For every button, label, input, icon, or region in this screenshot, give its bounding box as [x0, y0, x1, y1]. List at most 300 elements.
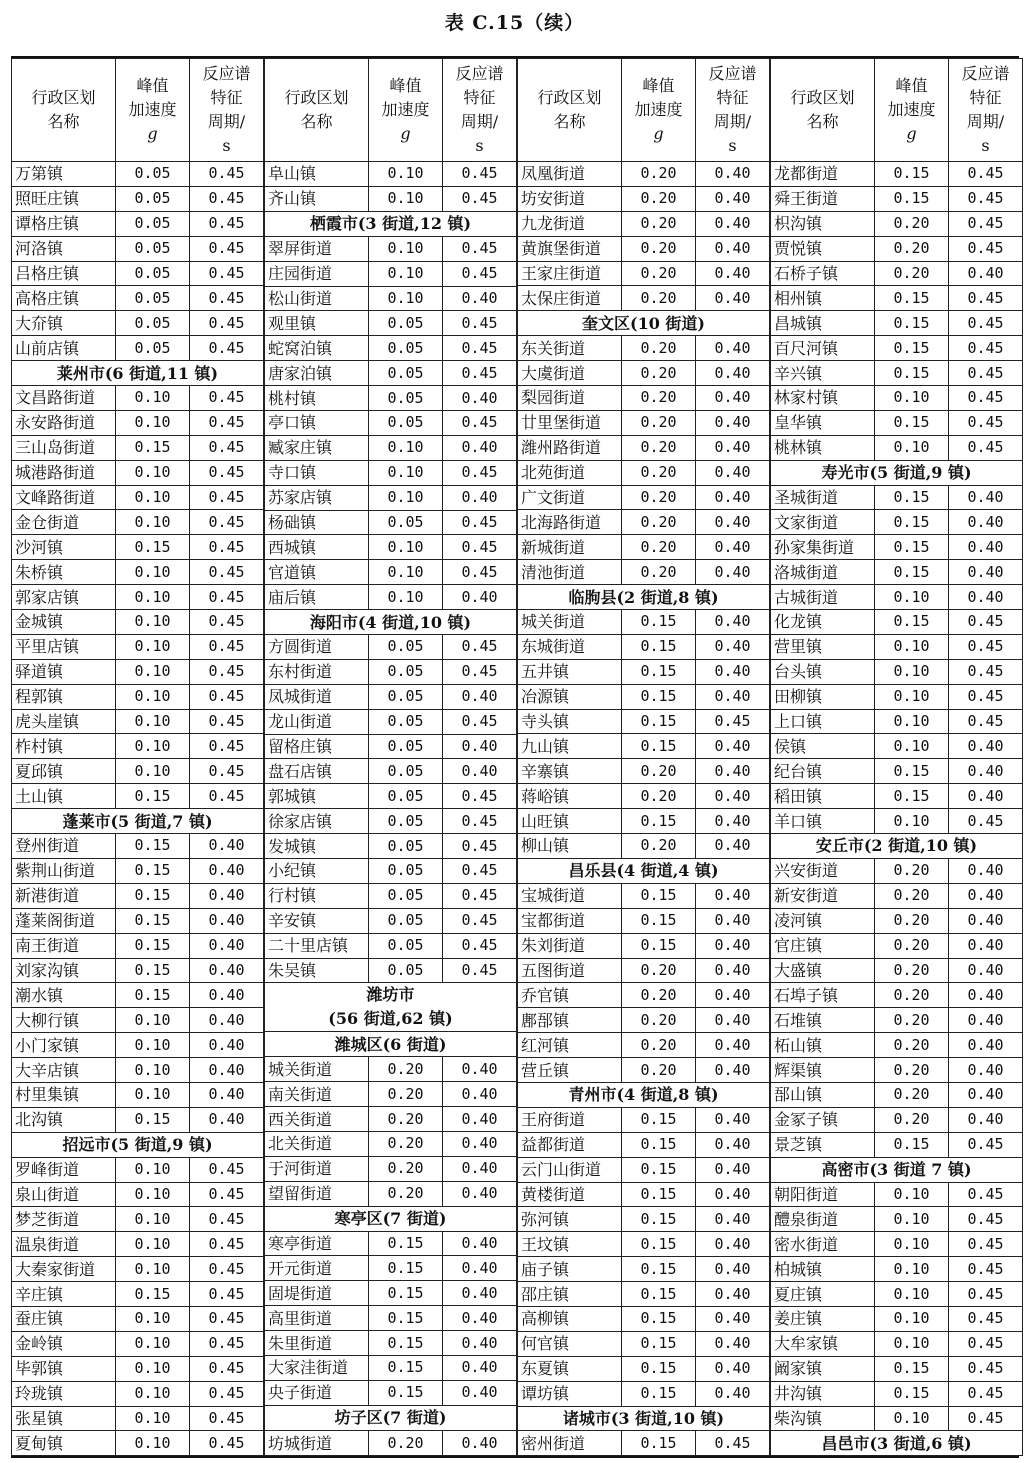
table-row — [518, 1257, 770, 1282]
table-row — [771, 634, 1023, 659]
period-value: 0.40 — [696, 1257, 770, 1282]
region-name: 北沟镇 — [12, 1107, 116, 1132]
pga-value: 0.10 — [116, 1182, 190, 1207]
pga-value: 0.10 — [369, 261, 443, 286]
table-row — [771, 435, 1023, 460]
pga-value: 0.05 — [369, 883, 443, 908]
region-name: 九山镇 — [518, 734, 622, 759]
region-name: 方圆街道 — [265, 634, 369, 659]
period-value: 0.40 — [443, 286, 517, 311]
table-row — [265, 410, 517, 435]
region-name: 营里镇 — [771, 634, 875, 659]
period-value: 0.45 — [443, 933, 517, 958]
pga-value: 0.15 — [116, 834, 190, 859]
region-header-row — [12, 361, 264, 386]
region-name: 辛安镇 — [265, 908, 369, 933]
period-value: 0.40 — [696, 435, 770, 460]
period-value: 0.40 — [190, 1082, 264, 1107]
table-row — [518, 460, 770, 485]
pga-value: 0.15 — [116, 1107, 190, 1132]
region-name: 桃林镇 — [771, 435, 875, 460]
region-name: 营丘镇 — [518, 1058, 622, 1083]
table-row — [265, 1156, 517, 1181]
header-row — [771, 59, 1023, 162]
table-row — [265, 1356, 517, 1381]
table-row — [12, 784, 264, 809]
table-column-block — [11, 58, 264, 1456]
pga-value: 0.10 — [116, 1232, 190, 1257]
pga-value: 0.15 — [622, 684, 696, 709]
period-value: 0.40 — [696, 610, 770, 635]
table-row — [12, 659, 264, 684]
region-name: 紫荆山街道 — [12, 858, 116, 883]
region-name: 松山街道 — [265, 286, 369, 311]
pga-value: 0.10 — [369, 535, 443, 560]
pga-value: 0.10 — [116, 1381, 190, 1406]
table-row — [265, 1082, 517, 1107]
table-row — [771, 1257, 1023, 1282]
region-group-header: 栖霞市(3 街道,12 镇) — [265, 211, 517, 236]
period-value: 0.40 — [696, 659, 770, 684]
region-name: 城港路街道 — [12, 460, 116, 485]
period-value: 0.45 — [443, 709, 517, 734]
pga-value: 0.15 — [622, 1356, 696, 1381]
region-name: 大牟家镇 — [771, 1331, 875, 1356]
period-value: 0.40 — [696, 186, 770, 211]
header-period: 反应谱 特征 周期/ s — [696, 59, 770, 162]
pga-value: 0.15 — [116, 858, 190, 883]
pga-value: 0.10 — [116, 610, 190, 635]
pga-value: 0.20 — [622, 958, 696, 983]
region-name: 潮水镇 — [12, 983, 116, 1008]
table-row — [12, 510, 264, 535]
pga-value: 0.10 — [369, 186, 443, 211]
table-row — [265, 485, 517, 510]
period-value: 0.45 — [949, 236, 1023, 261]
table-row — [771, 1232, 1023, 1257]
period-value: 0.40 — [696, 535, 770, 560]
pga-value: 0.20 — [622, 759, 696, 784]
region-name: 蒋峪镇 — [518, 784, 622, 809]
table-row — [265, 1306, 517, 1331]
region-group-header: 招远市(5 街道,9 镇) — [12, 1132, 264, 1157]
header-row — [12, 59, 264, 162]
table-row — [771, 908, 1023, 933]
pga-value: 0.10 — [875, 1182, 949, 1207]
table-row — [265, 784, 517, 809]
region-name: 蓬莱阁街道 — [12, 908, 116, 933]
table-row — [518, 1008, 770, 1033]
pga-value: 0.05 — [369, 361, 443, 386]
table-row — [265, 634, 517, 659]
pga-value: 0.05 — [369, 336, 443, 361]
period-value: 0.40 — [949, 560, 1023, 585]
region-header-row — [265, 610, 517, 635]
pga-value: 0.20 — [875, 261, 949, 286]
pga-value: 0.10 — [875, 386, 949, 411]
pga-value: 0.10 — [116, 510, 190, 535]
table-row — [771, 1033, 1023, 1058]
table-row — [265, 460, 517, 485]
period-value: 0.40 — [949, 933, 1023, 958]
period-value: 0.45 — [949, 1207, 1023, 1232]
table-row — [518, 809, 770, 834]
region-name: 贾悦镇 — [771, 236, 875, 261]
period-value: 0.40 — [190, 1008, 264, 1033]
region-name: 弥河镇 — [518, 1207, 622, 1232]
pga-value: 0.15 — [875, 410, 949, 435]
pga-value: 0.10 — [116, 1331, 190, 1356]
region-name: 桃村镇 — [265, 386, 369, 411]
table-row — [265, 659, 517, 684]
pga-value: 0.10 — [116, 1431, 190, 1456]
pga-value: 0.15 — [116, 983, 190, 1008]
pga-value: 0.15 — [875, 1356, 949, 1381]
table-row — [771, 510, 1023, 535]
period-value: 0.45 — [949, 386, 1023, 411]
period-value: 0.40 — [190, 983, 264, 1008]
period-value: 0.45 — [190, 610, 264, 635]
period-value: 0.40 — [949, 983, 1023, 1008]
table-row — [771, 1008, 1023, 1033]
period-value: 0.45 — [190, 162, 264, 187]
region-name: 金岭镇 — [12, 1331, 116, 1356]
region-name: 北苑街道 — [518, 460, 622, 485]
pga-value: 0.15 — [369, 1281, 443, 1306]
data-table — [11, 56, 1019, 1458]
region-group-header: 昌乐县(4 街道,4 镇) — [518, 858, 770, 883]
pga-value: 0.10 — [116, 1306, 190, 1331]
period-value: 0.45 — [443, 261, 517, 286]
table-row — [771, 734, 1023, 759]
region-name: 二十里店镇 — [265, 933, 369, 958]
pga-value: 0.20 — [875, 1008, 949, 1033]
region-name: 坊城街道 — [265, 1430, 369, 1456]
table-row — [771, 709, 1023, 734]
period-value: 0.40 — [696, 1232, 770, 1257]
table-row — [518, 186, 770, 211]
period-value: 0.45 — [190, 386, 264, 411]
region-name: 文昌路街道 — [12, 386, 116, 411]
table-row — [771, 784, 1023, 809]
table-row — [265, 709, 517, 734]
table-row — [265, 759, 517, 784]
period-value: 0.40 — [696, 1182, 770, 1207]
table-row — [265, 1107, 517, 1132]
table-row — [265, 1380, 517, 1405]
period-value: 0.40 — [443, 1231, 517, 1256]
region-name: 宝城街道 — [518, 883, 622, 908]
region-name: 北关街道 — [265, 1132, 369, 1157]
region-name: 发城镇 — [265, 834, 369, 859]
period-value: 0.40 — [190, 958, 264, 983]
region-name: 梨园街道 — [518, 386, 622, 411]
pga-value: 0.20 — [622, 410, 696, 435]
table-row — [12, 410, 264, 435]
period-value: 0.45 — [949, 1282, 1023, 1307]
pga-value: 0.10 — [116, 1082, 190, 1107]
region-name: 龙山街道 — [265, 709, 369, 734]
table-row — [518, 485, 770, 510]
pga-value: 0.15 — [875, 311, 949, 336]
pga-value: 0.10 — [116, 1058, 190, 1083]
period-value: 0.40 — [949, 958, 1023, 983]
region-name: 五井镇 — [518, 659, 622, 684]
region-name: 杨础镇 — [265, 510, 369, 535]
period-value: 0.45 — [190, 684, 264, 709]
pga-value: 0.15 — [116, 435, 190, 460]
table-row — [12, 1157, 264, 1182]
period-value: 0.45 — [443, 162, 517, 187]
region-name: 郭城镇 — [265, 784, 369, 809]
region-group-header: 青州市(4 街道,8 镇) — [518, 1082, 770, 1107]
pga-value: 0.10 — [875, 1232, 949, 1257]
table-row — [12, 1282, 264, 1307]
header-pga: 峰值 加速度 g — [369, 59, 443, 162]
pga-value: 0.20 — [622, 211, 696, 236]
period-value: 0.40 — [949, 784, 1023, 809]
region-name: 蛇窝泊镇 — [265, 336, 369, 361]
pga-value: 0.15 — [622, 709, 696, 734]
pga-value: 0.05 — [116, 336, 190, 361]
pga-value: 0.15 — [875, 1132, 949, 1157]
region-name: 稻田镇 — [771, 784, 875, 809]
pga-value: 0.20 — [622, 186, 696, 211]
table-row — [12, 1082, 264, 1107]
period-value: 0.45 — [190, 659, 264, 684]
region-name: 新安街道 — [771, 883, 875, 908]
period-value: 0.40 — [696, 1107, 770, 1132]
pga-value: 0.20 — [369, 1132, 443, 1157]
region-name: 坊安街道 — [518, 186, 622, 211]
table-row — [518, 958, 770, 983]
region-name: 照旺庄镇 — [12, 186, 116, 211]
pga-value: 0.15 — [369, 1331, 443, 1356]
pga-value: 0.10 — [875, 659, 949, 684]
period-value: 0.45 — [443, 510, 517, 535]
region-name: 村里集镇 — [12, 1082, 116, 1107]
table-row — [12, 709, 264, 734]
period-value: 0.45 — [190, 1207, 264, 1232]
period-value: 0.40 — [443, 1156, 517, 1181]
region-name: 郭家店镇 — [12, 585, 116, 610]
region-header-row — [265, 1405, 517, 1430]
pga-value: 0.15 — [622, 1381, 696, 1406]
table-row — [265, 684, 517, 709]
period-value: 0.45 — [443, 659, 517, 684]
period-value: 0.45 — [949, 1406, 1023, 1431]
period-value: 0.45 — [190, 1306, 264, 1331]
period-value: 0.40 — [443, 1331, 517, 1356]
table-row — [265, 958, 517, 983]
pga-value: 0.05 — [116, 162, 190, 187]
period-value: 0.40 — [949, 1008, 1023, 1033]
period-value: 0.40 — [696, 560, 770, 585]
table-row — [771, 485, 1023, 510]
pga-value: 0.15 — [622, 1232, 696, 1257]
table-row — [12, 560, 264, 585]
region-name: 昌城镇 — [771, 311, 875, 336]
period-value: 0.45 — [949, 1356, 1023, 1381]
region-name: 大夼镇 — [12, 311, 116, 336]
pga-value: 0.15 — [875, 162, 949, 187]
region-name: 小纪镇 — [265, 858, 369, 883]
table-row — [518, 1431, 770, 1456]
region-name: 夏庄镇 — [771, 1282, 875, 1307]
period-value: 0.45 — [190, 784, 264, 809]
pga-value: 0.15 — [622, 734, 696, 759]
region-name: 密水街道 — [771, 1232, 875, 1257]
table-row — [12, 1257, 264, 1282]
period-value: 0.40 — [696, 908, 770, 933]
region-name: 东城街道 — [518, 634, 622, 659]
period-value: 0.40 — [443, 1281, 517, 1306]
region-name: 三山岛街道 — [12, 435, 116, 460]
region-name: 河洛镇 — [12, 236, 116, 261]
region-name: 凤凰街道 — [518, 162, 622, 187]
period-value: 0.40 — [443, 435, 517, 460]
table-row — [771, 858, 1023, 883]
period-value: 0.40 — [949, 485, 1023, 510]
table-row — [518, 759, 770, 784]
region-name: 徐家店镇 — [265, 809, 369, 834]
period-value: 0.45 — [190, 1406, 264, 1431]
period-value: 0.45 — [696, 709, 770, 734]
table-row — [771, 311, 1023, 336]
period-value: 0.45 — [190, 734, 264, 759]
table-row — [771, 410, 1023, 435]
table-row — [771, 1107, 1023, 1132]
pga-value: 0.10 — [116, 684, 190, 709]
period-value: 0.45 — [443, 311, 517, 336]
pga-value: 0.05 — [369, 311, 443, 336]
pga-value: 0.15 — [622, 908, 696, 933]
region-name: 邵庄镇 — [518, 1282, 622, 1307]
period-value: 0.45 — [190, 1282, 264, 1307]
pga-value: 0.10 — [116, 1008, 190, 1033]
table-row — [518, 1132, 770, 1157]
period-value: 0.45 — [190, 535, 264, 560]
period-value: 0.45 — [190, 1182, 264, 1207]
pga-value: 0.20 — [875, 883, 949, 908]
period-value: 0.45 — [949, 1381, 1023, 1406]
region-name: 石埠子镇 — [771, 983, 875, 1008]
period-value: 0.40 — [443, 485, 517, 510]
period-value: 0.45 — [443, 361, 517, 386]
table-row — [265, 1132, 517, 1157]
table-row — [771, 162, 1023, 187]
pga-value: 0.05 — [369, 809, 443, 834]
period-value: 0.40 — [696, 834, 770, 859]
pga-value: 0.10 — [116, 1257, 190, 1282]
region-name: 王府街道 — [518, 1107, 622, 1132]
region-name: 醴泉街道 — [771, 1207, 875, 1232]
pga-value: 0.10 — [875, 1331, 949, 1356]
table-row — [265, 186, 517, 211]
region-name: 阚家镇 — [771, 1356, 875, 1381]
region-name: 西城镇 — [265, 535, 369, 560]
region-name: 舜王街道 — [771, 186, 875, 211]
pga-value: 0.05 — [369, 634, 443, 659]
region-name: 上口镇 — [771, 709, 875, 734]
pga-value: 0.15 — [622, 809, 696, 834]
period-value: 0.40 — [696, 162, 770, 187]
period-value: 0.40 — [696, 634, 770, 659]
pga-value: 0.20 — [622, 560, 696, 585]
region-name: 龙都街道 — [771, 162, 875, 187]
region-name: 东夏镇 — [518, 1356, 622, 1381]
period-value: 0.45 — [949, 1257, 1023, 1282]
pga-value: 0.20 — [622, 361, 696, 386]
table-row — [518, 834, 770, 859]
region-name: 刘家沟镇 — [12, 958, 116, 983]
pga-value: 0.20 — [622, 485, 696, 510]
table-row — [518, 1182, 770, 1207]
pga-value: 0.10 — [116, 709, 190, 734]
period-value: 0.45 — [443, 535, 517, 560]
table-row — [771, 958, 1023, 983]
region-name: 永安路街道 — [12, 410, 116, 435]
table-row — [12, 1331, 264, 1356]
period-value: 0.40 — [949, 510, 1023, 535]
pga-value: 0.20 — [369, 1181, 443, 1206]
region-name: 相州镇 — [771, 286, 875, 311]
region-name: 新城街道 — [518, 535, 622, 560]
table-row — [12, 485, 264, 510]
region-name: 登州街道 — [12, 834, 116, 859]
region-name: 大虞街道 — [518, 361, 622, 386]
table-row — [12, 734, 264, 759]
period-value: 0.45 — [190, 1356, 264, 1381]
pga-value: 0.05 — [369, 958, 443, 983]
pga-value: 0.15 — [116, 933, 190, 958]
pga-value: 0.10 — [369, 460, 443, 485]
table-row — [518, 1207, 770, 1232]
table-row — [12, 336, 264, 361]
table-row — [771, 585, 1023, 610]
period-value: 0.40 — [949, 535, 1023, 560]
table-row — [12, 684, 264, 709]
region-name: 洛城街道 — [771, 560, 875, 585]
pga-value: 0.15 — [622, 933, 696, 958]
region-name: 益都街道 — [518, 1132, 622, 1157]
period-value: 0.40 — [443, 585, 517, 610]
pga-value: 0.10 — [875, 734, 949, 759]
period-value: 0.40 — [696, 236, 770, 261]
pga-value: 0.20 — [622, 286, 696, 311]
table-row — [518, 162, 770, 187]
region-name: 大盛镇 — [771, 958, 875, 983]
region-group-header: 寿光市(5 街道,9 镇) — [771, 460, 1023, 485]
region-name: 孙家集街道 — [771, 535, 875, 560]
period-value: 0.40 — [696, 1356, 770, 1381]
pga-value: 0.15 — [116, 883, 190, 908]
pga-value: 0.10 — [116, 734, 190, 759]
table-row — [518, 1058, 770, 1083]
table-row — [518, 1232, 770, 1257]
header-pga: 峰值 加速度 g — [116, 59, 190, 162]
region-group-header: 海阳市(4 街道,10 镇) — [265, 610, 517, 635]
table-row — [265, 585, 517, 610]
period-value: 0.45 — [949, 311, 1023, 336]
region-name: 台头镇 — [771, 659, 875, 684]
table-row — [12, 1033, 264, 1058]
pga-value: 0.10 — [369, 585, 443, 610]
pga-value: 0.15 — [622, 1182, 696, 1207]
region-header-row — [265, 211, 517, 236]
region-name: 万第镇 — [12, 162, 116, 187]
pga-value: 0.20 — [875, 958, 949, 983]
